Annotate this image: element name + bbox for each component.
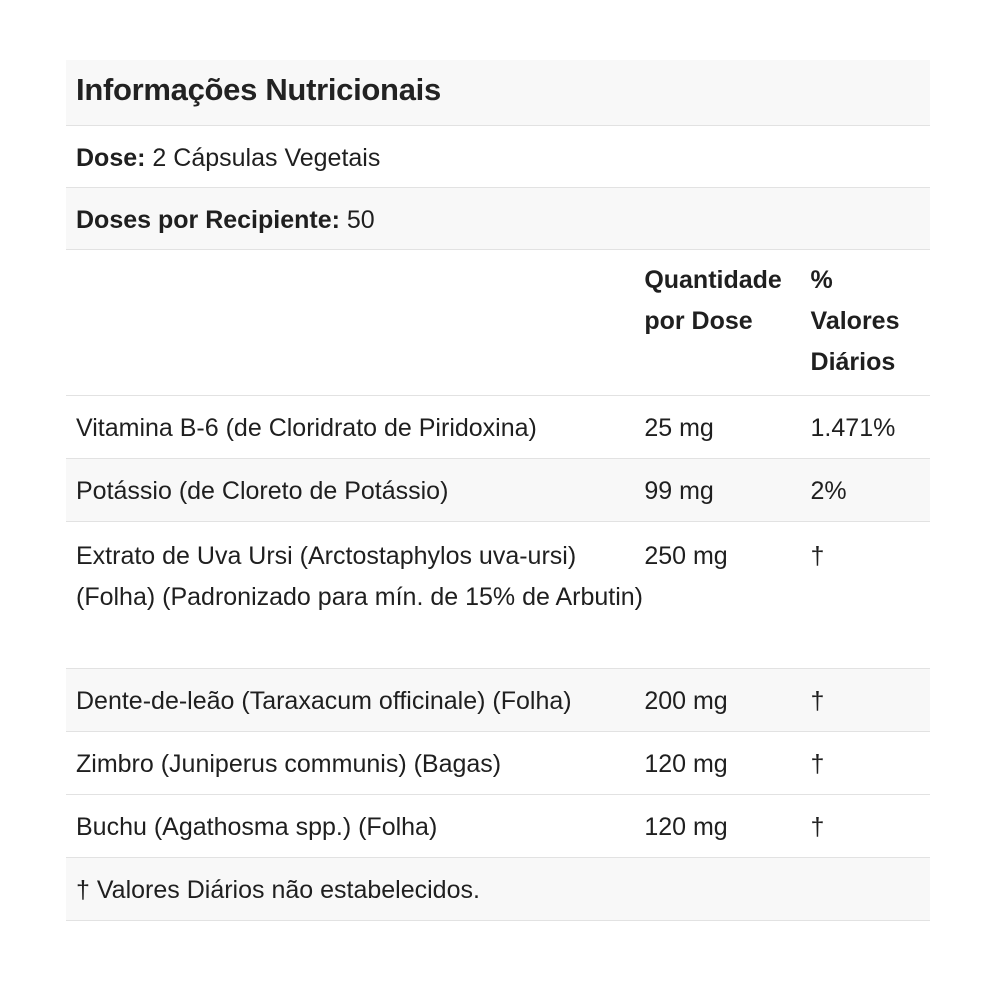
- table-row: [66, 732, 930, 795]
- ingredient-daily-value: †: [810, 687, 825, 715]
- ingredient-amount: 25 mg: [644, 414, 714, 442]
- servings-per-container-row: [66, 188, 930, 250]
- ingredient-daily-value: †: [810, 750, 825, 778]
- table-header-row: [66, 250, 930, 396]
- table-row: [66, 396, 930, 459]
- ingredient-amount: 120 mg: [644, 750, 728, 778]
- ingredient-name: Dente-de-leão (Taraxacum officinale) (Folha): [76, 687, 572, 715]
- header-amount-line: Quantidade: [644, 266, 782, 294]
- ingredient-amount: 250 mg: [644, 542, 728, 570]
- table-row: [66, 795, 930, 858]
- ingredient-name: Extrato de Uva Ursi (Arctostaphylos uva-ursi) (Folha) (Padronizado para mín. de 15% de Arbutin): [76, 542, 643, 611]
- header-dv-line: Valores: [810, 307, 900, 335]
- ingredient-amount: 99 mg: [644, 477, 714, 505]
- serving-size-label: Dose:: [76, 144, 146, 172]
- ingredient-daily-value: 2%: [810, 477, 847, 505]
- serving-size-value: 2 Cápsulas Vegetais: [152, 144, 381, 172]
- ingredient-amount: 120 mg: [644, 813, 728, 841]
- ingredient-name: Buchu (Agathosma spp.) (Folha): [76, 813, 438, 841]
- ingredient-name: Potássio (de Cloreto de Potássio): [76, 477, 449, 505]
- ingredient-daily-value: †: [810, 813, 825, 841]
- header-amount-cell: [644, 260, 810, 395]
- header-amount-line: por Dose: [644, 307, 753, 335]
- header-dv-line: %: [810, 266, 833, 294]
- table-row: [66, 669, 930, 732]
- ingredient-amount: 200 mg: [644, 687, 728, 715]
- ingredient-name: Vitamina B-6 (de Cloridrato de Piridoxina): [76, 414, 537, 442]
- table-row: [66, 459, 930, 522]
- serving-size-row: [66, 126, 930, 188]
- ingredient-daily-value: †: [810, 542, 825, 570]
- header-name-cell: [76, 260, 644, 395]
- ingredient-daily-value: 1.471%: [810, 414, 896, 442]
- ingredient-name: Zimbro (Juniperus communis) (Bagas): [76, 750, 502, 778]
- nutrition-facts-panel: [66, 60, 930, 921]
- panel-title: Informações Nutricionais: [66, 60, 930, 126]
- servings-per-container-value: 50: [346, 206, 375, 234]
- footnote: † Valores Diários não estabelecidos.: [66, 858, 930, 921]
- table-row: [66, 522, 930, 669]
- header-dv-line: Diários: [810, 348, 896, 376]
- servings-per-container-label: Doses por Recipiente:: [76, 206, 340, 234]
- header-daily-value-cell: [811, 260, 920, 395]
